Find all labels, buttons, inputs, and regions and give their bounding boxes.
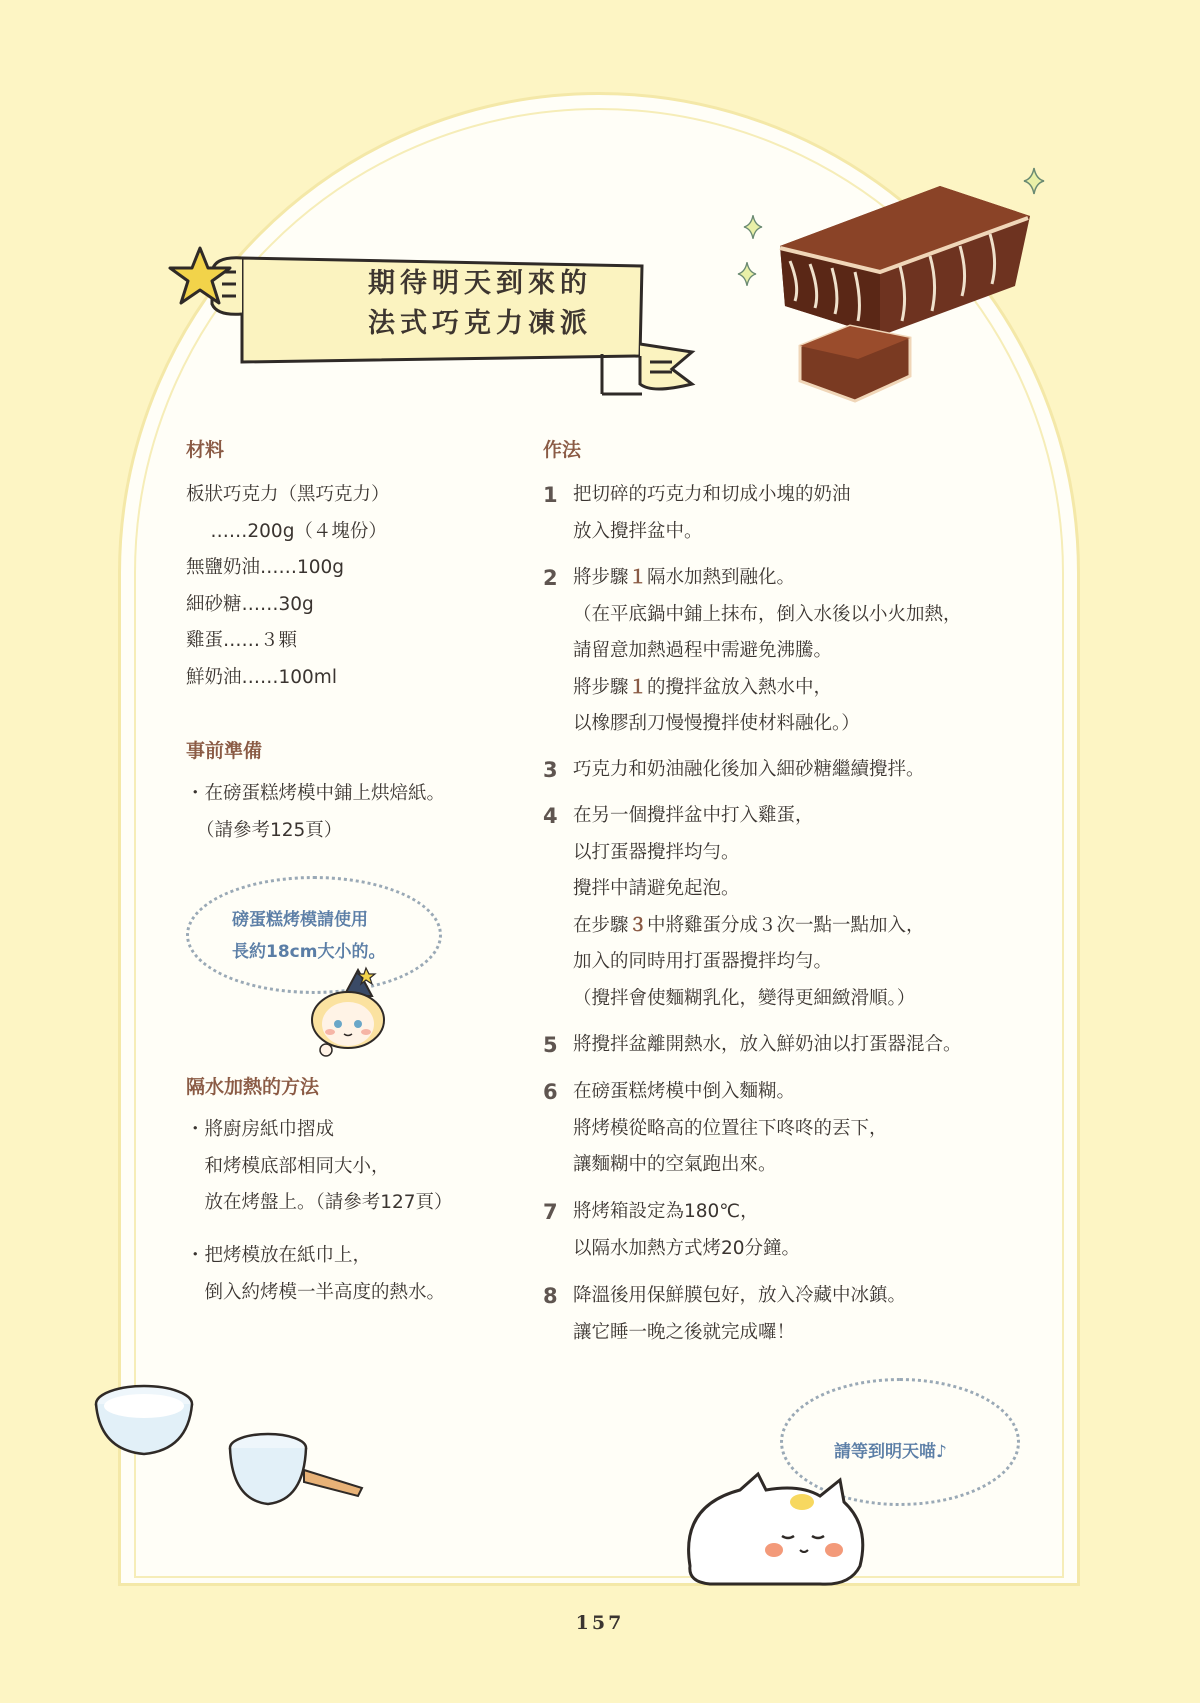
cat-bubble-text: 請等到明天喵♪ bbox=[834, 1442, 947, 1462]
page-number: 157 bbox=[575, 1612, 625, 1634]
step-number: 3 bbox=[543, 758, 558, 782]
list-item: ……200g（４塊份） bbox=[186, 520, 387, 542]
sparkle-icon bbox=[1024, 168, 1044, 194]
list-item: 無鹽奶油……100g bbox=[186, 557, 345, 578]
sparkle-icon bbox=[744, 214, 762, 240]
water-bath-item-1: ・將廚房紙巾摺成 和烤模底部相同大小， 放在烤盤上。（請參考127頁） bbox=[186, 1119, 453, 1213]
water-bath-item-2: ・把烤模放在紙巾上， 倒入約烤模一半高度的熱水。 bbox=[186, 1245, 446, 1303]
title-line-2: 法式巧克力凍派 bbox=[368, 308, 592, 339]
step-reference: １ bbox=[628, 676, 648, 698]
list-item: 板狀巧克力（黑巧克力） bbox=[186, 484, 390, 505]
method-heading: 作法 bbox=[543, 435, 581, 462]
tip-bubble-text: 磅蛋糕烤模請使用 長約18cm大小的。 bbox=[232, 910, 386, 962]
step-number: 4 bbox=[543, 804, 558, 828]
prep-heading: 事前準備 bbox=[186, 736, 262, 763]
step-number: 2 bbox=[543, 566, 558, 590]
water-bath-heading: 隔水加熱的方法 bbox=[186, 1072, 319, 1099]
prep-line: ・在磅蛋糕烤模中鋪上烘焙紙。 bbox=[186, 783, 446, 804]
step-reference: １ bbox=[628, 567, 648, 588]
prep-notes bbox=[186, 776, 445, 849]
step-number: 7 bbox=[543, 1200, 558, 1224]
list-item: 細砂糖……30g bbox=[186, 593, 314, 615]
saucepan-illustration bbox=[226, 1430, 366, 1516]
step-reference: ３ bbox=[628, 914, 648, 936]
title-line-1: 期待明天到來的 bbox=[368, 268, 592, 299]
boy-character-illustration bbox=[308, 966, 408, 1058]
list-item: 鮮奶油……100ml bbox=[186, 666, 337, 688]
sleeping-cat-illustration bbox=[670, 1466, 880, 1590]
step-number: 5 bbox=[543, 1033, 558, 1057]
list-item: 雞蛋……３顆 bbox=[186, 630, 298, 651]
step-number: 8 bbox=[543, 1284, 558, 1308]
sparkle-icon bbox=[738, 262, 756, 286]
ingredients-heading: 材料 bbox=[186, 435, 224, 462]
page-title bbox=[290, 264, 670, 344]
step-number: 6 bbox=[543, 1080, 558, 1104]
star-icon bbox=[168, 246, 232, 306]
step-number: 1 bbox=[543, 483, 558, 507]
chocolate-terrine-illustration bbox=[770, 176, 1040, 416]
ingredients-list bbox=[186, 477, 390, 696]
prep-line: （請參考125頁） bbox=[196, 819, 343, 841]
bowl-illustration bbox=[92, 1380, 196, 1462]
